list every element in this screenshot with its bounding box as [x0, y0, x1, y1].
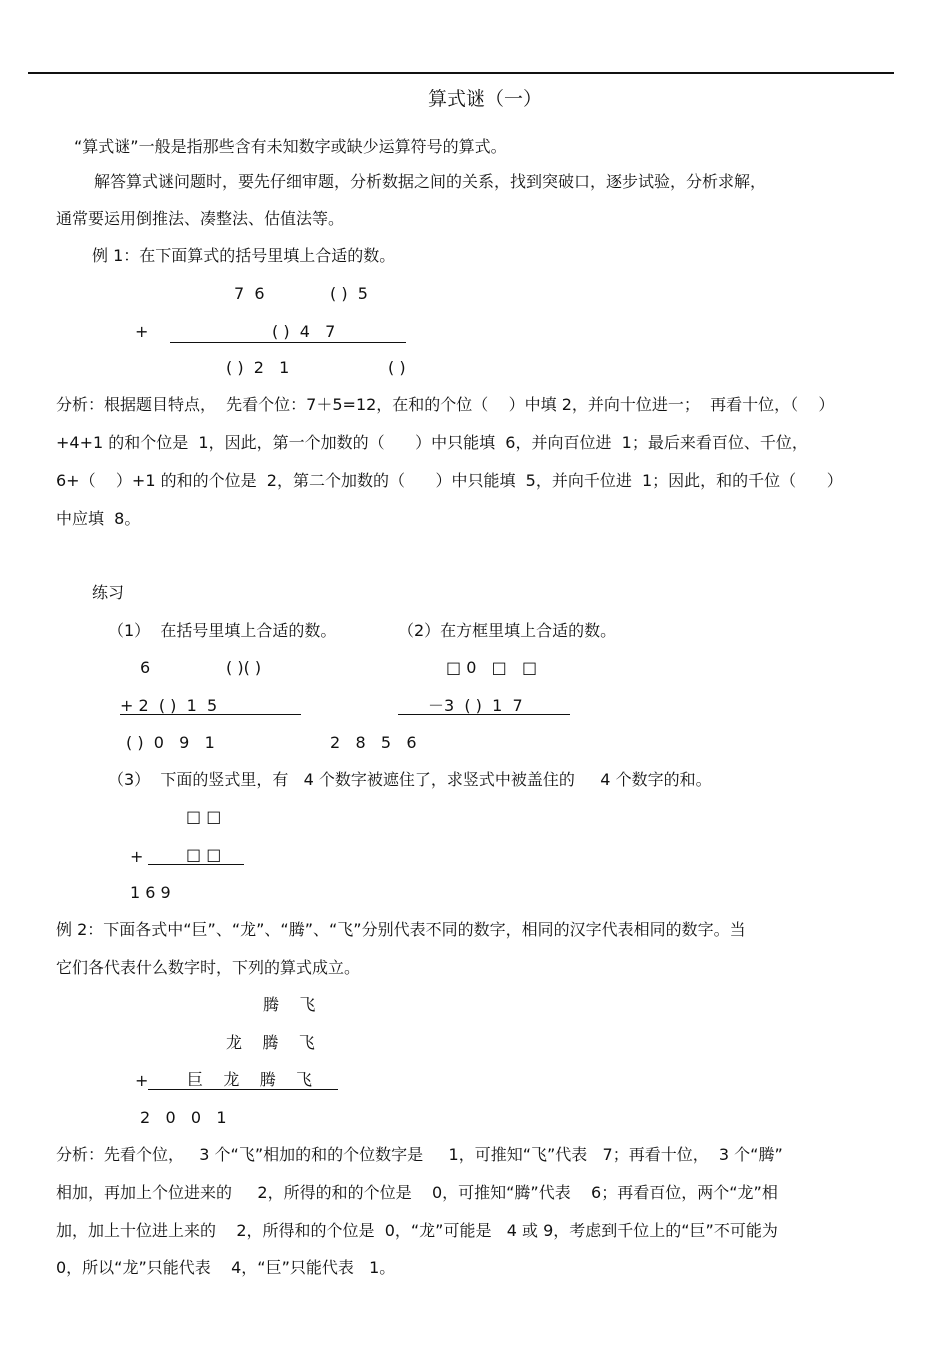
example1-analysis-line-3: 6+（ ）+1 的和的个位是 2，第二个加数的（ ）中只能填 5，并向千位进 1；因此，和的千位（ ） — [56, 471, 843, 490]
example2-analysis-line-1: 分析：先看个位， 3 个“飞”相加的和的个位数字是 1，可推知“飞”代表 7；再看十位， 3 个“腾” — [56, 1145, 783, 1164]
practice-q2-minuend: □ 0 □ □ — [446, 658, 538, 677]
example1-sum-left: ( ) 2 1 — [226, 358, 290, 377]
practice-q1-sum: ( ) 0 9 1 — [126, 733, 215, 752]
example1-analysis-line-4: 中应填 8。 — [56, 509, 141, 528]
practice-q1-addend2: + 2 ( ) 1 5 — [120, 696, 218, 715]
example1-plus-sign: + — [135, 322, 149, 341]
practice-q1-addend1-right: ( )( ) — [226, 658, 262, 677]
example2-heading-line-2: 它们各代表什么数字时，下列的算式成立。 — [56, 958, 361, 977]
example1-addend2: ( ) 4 7 — [272, 322, 336, 341]
example2-sum-line — [148, 1089, 338, 1090]
example2-sum: 2 0 0 1 — [140, 1108, 227, 1127]
example1-sum-line — [170, 342, 406, 343]
practice-q2-difference: 2 8 5 6 — [330, 733, 417, 752]
example1-addend1-right: ( ) 5 — [330, 284, 368, 303]
practice-q3-sum: 1 6 9 — [130, 883, 171, 902]
practice-q1-addend1-left: 6 — [140, 658, 151, 677]
practice-q2-subtrahend: －3 ( ) 1 7 — [428, 696, 523, 715]
example1-heading: 例 1：在下面算式的括号里填上合适的数。 — [92, 246, 396, 265]
intro-paragraph-2-line-2: 通常要运用倒推法、凑整法、估值法等。 — [56, 209, 345, 228]
top-rule — [28, 72, 894, 74]
example2-analysis-line-2: 相加，再加上个位进来的 2，所得的和的个位是 0，可推知“腾”代表 6；再看百位，两个“龙”相 — [56, 1183, 778, 1202]
practice-q1-label: （1） 在括号里填上合适的数。 — [108, 621, 337, 640]
example2-plus-sign: + — [135, 1071, 149, 1090]
practice-q2-difference-line — [398, 714, 570, 715]
intro-paragraph-2-line-1: 解答算式谜问题时，要先仔细审题，分析数据之间的关系，找到突破口，逐步试验，分析求解， — [94, 172, 767, 191]
practice-q1-sum-line — [120, 714, 301, 715]
example1-sum-right: ( ) — [388, 358, 406, 377]
practice-q3-addend2: □ □ — [186, 845, 222, 864]
example2-row-1: 腾 飞 — [263, 995, 316, 1014]
page-title: 算式谜（一） — [428, 88, 543, 110]
example2-analysis-line-4: 0，所以“龙”只能代表 4，“巨”只能代表 1。 — [56, 1258, 396, 1277]
practice-q2-label: （2）在方框里填上合适的数。 — [398, 621, 617, 640]
example2-row-3: 巨 龙 腾 飞 — [187, 1070, 313, 1089]
example2-analysis-line-3: 加，加上十位进上来的 2，所得和的个位是 0，“龙”可能是 4 或 9，考虑到千位上的“巨”不可能为 — [56, 1221, 778, 1240]
practice-heading: 练习 — [92, 583, 125, 602]
example2-row-2: 龙 腾 飞 — [226, 1033, 315, 1052]
practice-q3-sum-line — [148, 864, 244, 865]
example1-addend1-left: 7 6 — [234, 284, 265, 303]
intro-paragraph-1: “算式谜”一般是指那些含有未知数字或缺少运算符号的算式。 — [74, 137, 507, 156]
practice-q3-plus-sign: + — [130, 847, 144, 866]
practice-q3-addend1: □ □ — [186, 807, 222, 826]
practice-q3-label: （3） 下面的竖式里，有 4 个数字被遮住了，求竖式中被盖住的 4 个数字的和。 — [108, 770, 712, 789]
example2-heading-line-1: 例 2：下面各式中“巨”、“龙”、“腾”、“飞”分别代表不同的数字，相同的汉字代表相同的数字。当 — [56, 920, 746, 939]
example1-analysis-line-1: 分析：根据题目特点， 先看个位：7＋5=12，在和的个位（ ）中填 2，并向十位进一； 再看十位，（ ） — [56, 395, 835, 414]
example1-analysis-line-2: +4+1 的和个位是 1，因此，第一个加数的（ ）中只能填 6，并向百位进 1；最后来看百位、千位， — [56, 433, 808, 452]
